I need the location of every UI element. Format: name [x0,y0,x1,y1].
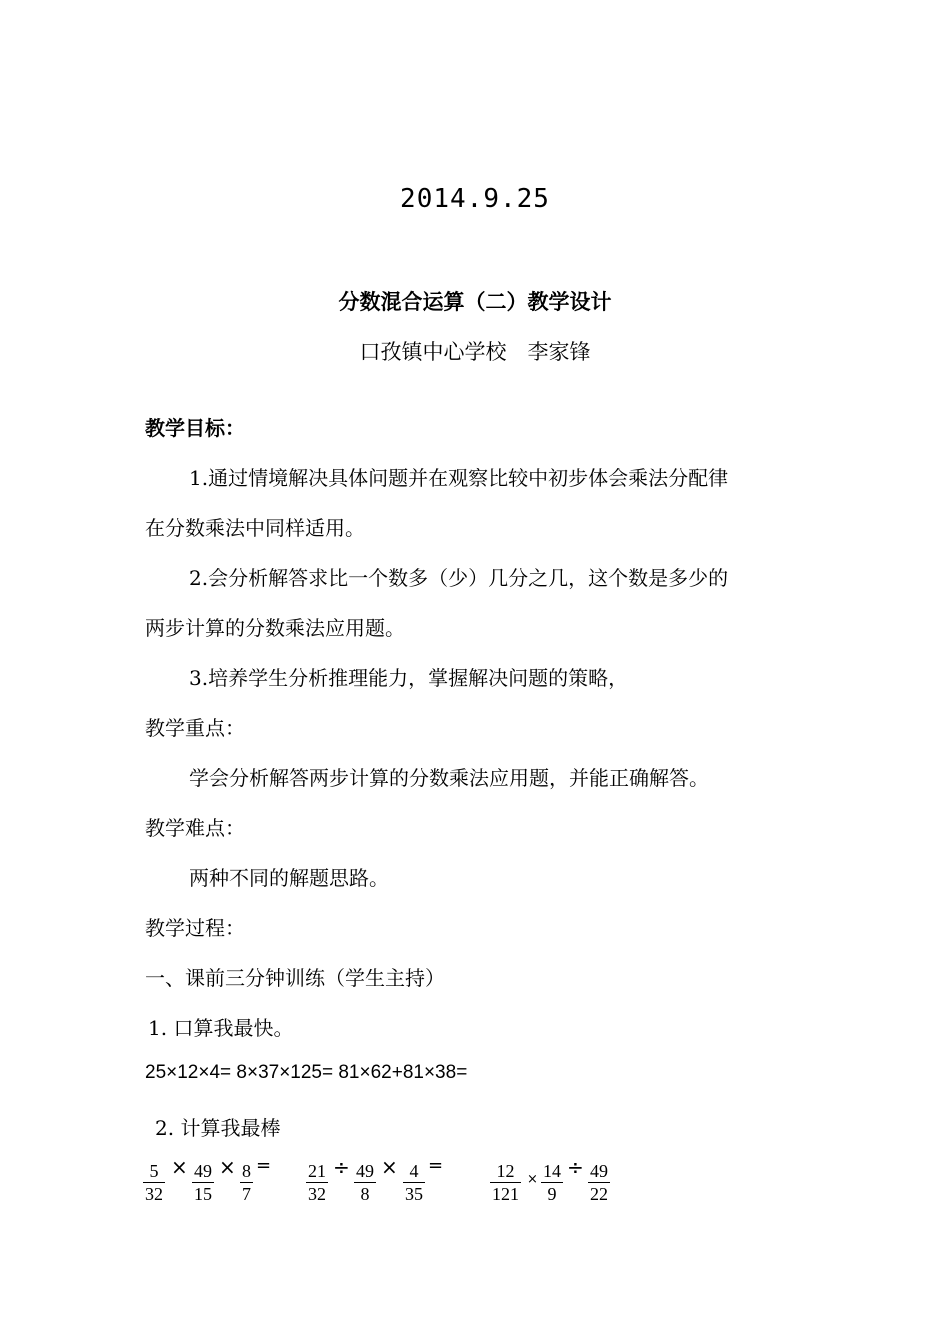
difficulty-heading: 教学难点： [145,816,245,840]
fraction [192,1160,214,1205]
divide-sign: ÷ [333,1155,350,1179]
numerator: 49 [356,1161,374,1181]
denominator: 7 [242,1184,251,1204]
numerator: 4 [403,1160,425,1183]
multiply-sign: × [219,1155,236,1179]
denominator: 35 [405,1184,423,1204]
denominator: 8 [360,1184,370,1204]
difficulty-text: 两种不同的解题思路。 [189,866,389,890]
document-date: 2014.9.25 [400,184,550,214]
numerator: 14 [543,1161,561,1181]
goal-1-line-2: 在分数乘法中同样适用。 [145,516,365,540]
equals-sign: = [256,1155,272,1176]
goal-2-line-2: 两步计算的分数乘法应用题。 [145,616,405,640]
process-heading: 教学过程： [145,916,245,940]
fraction [143,1160,165,1205]
fraction [588,1160,610,1205]
fraction [403,1160,425,1205]
denominator: 32 [145,1184,163,1204]
fraction [240,1160,253,1205]
document-author: 口孜镇中心学校 李家锋 [359,340,591,364]
goal-2-line-1: 2.会分析解答求比一个数多（少）几分之几，这个数是多少的 [189,566,729,590]
task-1-expressions: 25×12×4= 8×37×125= 81×62+81×38= [145,1062,468,1083]
fraction [306,1160,328,1205]
fraction [354,1160,376,1205]
numerator: 21 [308,1161,326,1181]
key-point-text: 学会分析解答两步计算的分数乘法应用题，并能正确解答。 [189,766,709,790]
multiply-sign: × [381,1155,398,1179]
numerator: 12 [490,1160,521,1183]
numerator: 49 [590,1161,608,1181]
task-2-label: 2. 计算我最棒 [155,1116,281,1140]
goal-1-line-1: 1.通过情境解决具体问题并在观察比较中初步体会乘法分配律 [189,466,729,490]
divide-sign: ÷ [567,1155,584,1179]
numerator: 8 [242,1161,251,1181]
fraction [490,1160,521,1205]
numerator: 49 [194,1161,212,1181]
process-section-1: 一、课前三分钟训练（学生主持） [145,966,445,990]
numerator: 5 [143,1160,165,1183]
denominator: 121 [492,1184,519,1204]
task-1-label: 1. 口算我最快。 [148,1016,294,1040]
denominator: 22 [590,1184,608,1204]
document-title: 分数混合运算（二）教学设计 [338,289,612,314]
multiply-sign: × [171,1155,188,1179]
goals-heading: 教学目标： [145,416,245,440]
denominator: 9 [547,1184,557,1204]
denominator: 32 [308,1184,326,1204]
key-point-heading: 教学重点： [145,716,245,740]
goal-3: 3.培养学生分析推理能力，掌握解决问题的策略， [189,666,629,690]
fraction [541,1160,563,1205]
multiply-sign: × [527,1172,538,1187]
denominator: 15 [194,1184,212,1204]
equals-sign: = [428,1155,444,1176]
